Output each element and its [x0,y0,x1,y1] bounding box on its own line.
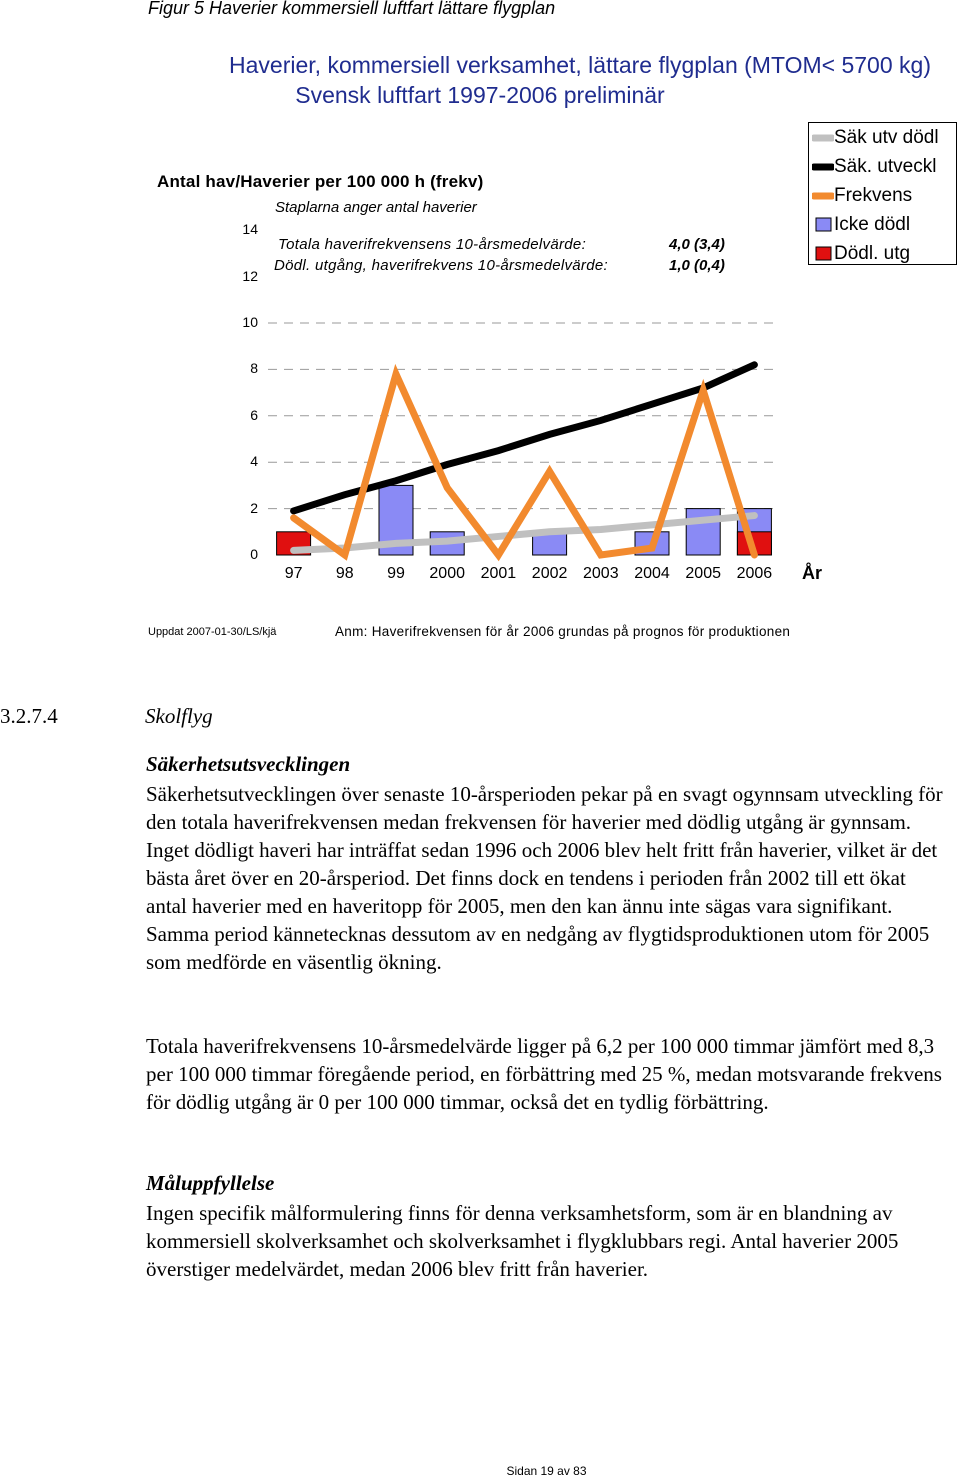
annotation-total-value: 4,0 (3,4) [669,236,725,253]
legend-label: Säk. utveckl [834,156,937,177]
updated-note: Uppdat 2007-01-30/LS/kjä [148,626,277,638]
y-tick-label: 4 [250,453,258,470]
paragraph: Säkerhetsutvecklingen över senaste 10-årsperioden pekar på en svagt ogynnsam utveckling för den totala haverifrekvensen medan frekvensen för haverier med dödlig utgång är gynnsam. Inget dödligt haveri har inträffat sedan 1996 och 2006 blev helt fritt från haverier, vilket är det bästa året över en 20-årsperiod. Det finns dock en tendens i perioden från 2002 till ett ökat antal haverier med en haveritopp för 2005, men den kan ännu inte sägas vara signifikant. Samma period kännetecknas dessutom av en nedgång av flygtidsproduktionen utom för 2005 som medförde en väsentlig ökning. [146,782,943,974]
page-footer: Sidan 19 av 83 [506,1464,587,1478]
y-tick-label: 12 [242,267,258,284]
x-tick-label: 2003 [583,565,619,582]
x-axis-title: År [802,563,823,583]
chart-subtitle: Svensk luftfart 1997-2006 preliminär [295,82,665,108]
x-tick-label: 2005 [685,565,721,582]
y-axis-label: Antal hav/Haverier per 100 000 h (frekv) [157,172,484,191]
x-tick-label: 98 [335,565,354,582]
paragraph: Totala haverifrekvensens 10-årsmedelvärde ligger på 6,2 per 100 000 timmar jämfört med 8,3 per 100 000 timmar föregående period, en förbättring med 25 %, medan motsvarande frekvens för dödlig utgång är 0 per 100 000 timmar, också det en tydlig förbättring. [146,1034,942,1114]
annotation-fatal-value: 1,0 (0,4) [669,257,725,274]
subheading-goal-fulfillment: Måluppfyllelse [146,1171,275,1195]
annotation-total-label: Totala haverifrekvensens 10-årsmedelvärde: [278,236,587,253]
legend-label: Dödl. utg [834,243,911,264]
y-tick-label: 8 [250,360,258,377]
annotation-bars-note: Staplarna anger antal haverier [275,199,477,216]
chart-footnote: Anm: Haverifrekvensen för år 2006 grundas på prognos för produktionen [335,624,791,639]
bar-nonfatal [686,509,720,555]
section-title: Skolflyg [145,704,213,728]
x-tick-label: 2006 [736,565,773,582]
y-tick-label: 14 [242,221,258,238]
legend-label: Säk utv dödl [834,127,939,148]
x-tick-label: 97 [284,565,303,582]
annotation-fatal-label: Dödl. utgång, haverifrekvens 10-årsmedelvärde: [274,257,608,274]
section-number: 3.2.7.4 [0,704,58,728]
y-tick-label: 2 [250,499,258,516]
y-tick-label: 6 [250,406,258,423]
legend-label: Frekvens [834,185,913,206]
x-tick-label: 2004 [634,565,670,582]
x-tick-label: 2001 [480,565,517,582]
chart-plot [0,0,960,600]
y-tick-label: 0 [250,546,258,562]
x-tick-label: 99 [387,565,405,582]
x-tick-label: 2002 [531,565,568,582]
paragraph: Ingen specifik målformulering finns för denna verksamhetsform, som är en blandning av kommersiell skolverksamhet och skolverksamhet i flygklubbars regi. Antal haverier 2005 överstiger medelvärdet, medan 2006 blev fritt från haverier. [146,1201,899,1281]
legend-label: Icke dödl [834,214,911,235]
chart-title: Haverier, kommersiell verksamhet, lättare flygplan (MTOM< 5700 kg) [229,52,931,78]
y-tick-label: 10 [242,314,258,330]
chart-legend [808,122,957,265]
series-line-fatal-trend [294,516,755,551]
figure-caption: Figur 5 Haverier kommersiell luftfart lättare flygplan [148,0,556,18]
subheading-safety-development: Säkerhetsutsvecklingen [146,752,351,776]
x-tick-label: 2000 [429,565,465,582]
series-line-frequency [294,374,755,555]
